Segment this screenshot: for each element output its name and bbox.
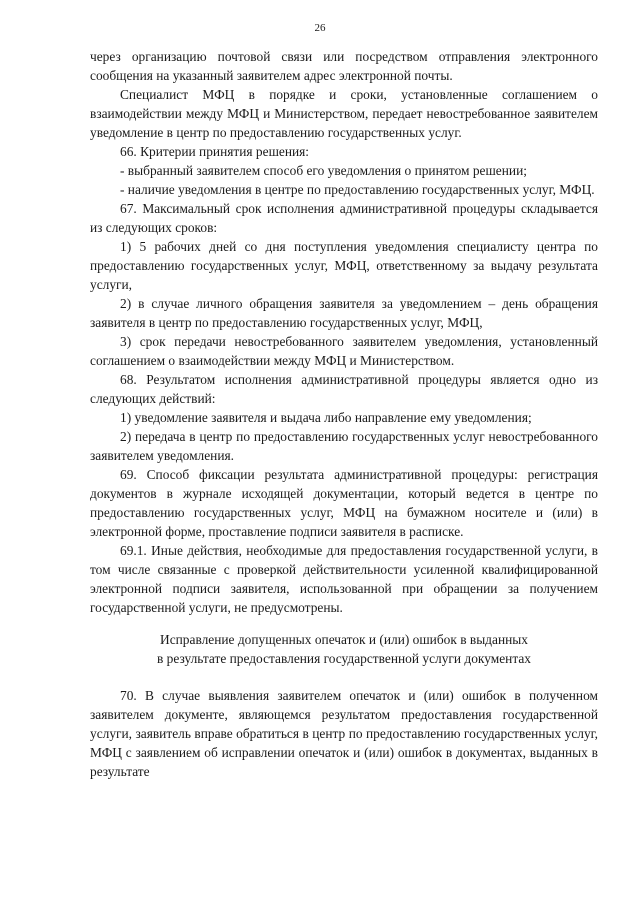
- list-item-term-3: 3) срок передачи невостребованного заявителем уведомления, установленный соглашением о взаимодействии между МФЦ и Министерством.: [90, 334, 598, 368]
- list-item-term-2: 2) в случае личного обращения заявителя за уведомлением – день обращения заявителя в центр по предоставлению государственных услуг, МФЦ,: [90, 296, 598, 330]
- paragraph-69-1-other-actions: 69.1. Иные действия, необходимые для предоставления государственной услуги, в том числе связанные с проверкой действительности усиленной квалифицированной электронной подписи заявителя, использованной при обращении за получением государственной услуги, не предусмотрены.: [90, 543, 598, 615]
- paragraph-mfc-specialist: Специалист МФЦ в порядке и сроки, установленные соглашением о взаимодействии между МФЦ и Министерством, передает невостребованное заявителем уведомление в центр по предоставлению государственных услуг.: [90, 87, 598, 140]
- list-item-term-1: 1) 5 рабочих дней со дня поступления уведомления специалисту центра по предоставлению государственных услуг, МФЦ, ответственному за выдачу результата услуги,: [90, 239, 598, 292]
- paragraph-70-corrections: 70. В случае выявления заявителем опечаток и (или) ошибок в полученном заявителем документе, являющемся результатом предоставления государственной услуги, заявитель вправе обратиться в центр по предоставлению государственных услуг, МФЦ с заявлением об исправлении опечаток и (или) ошибок в документах, выданных в результате: [90, 688, 598, 779]
- paragraph-69-fixation: 69. Способ фиксации результата административной процедуры: регистрация документов в журнале исходящей документации, который ведется в центре по предоставлению государственных услуг, МФЦ на бумажном носителе и (или) в электронной форме, проставление подписи заявителя в расписке.: [90, 467, 598, 539]
- list-item-notification-present: - наличие уведомления в центре по предоставлению государственных услуг, МФЦ.: [120, 182, 595, 197]
- section-heading-line-2: в результате предоставления государственной услуги документах: [157, 651, 531, 666]
- section-heading: [90, 630, 598, 668]
- paragraph-68-result: 68. Результатом исполнения административной процедуры является одно из следующих действий:: [90, 372, 598, 406]
- document-body: [90, 47, 598, 781]
- list-item-result-1: 1) уведомление заявителя и выдача либо направление ему уведомления;: [120, 410, 532, 425]
- paragraph-mail-delivery: через организацию почтовой связи или посредством отправления электронного сообщения на указанный заявителем адрес электронной почты.: [90, 49, 598, 83]
- paragraph-67-max-term: 67. Максимальный срок исполнения административной процедуры складывается из следующих сроков:: [90, 201, 598, 235]
- list-item-result-2: 2) передача в центр по предоставлению государственных услуг невостребованного заявителем уведомления.: [90, 429, 598, 463]
- paragraph-66-criteria: 66. Критерии принятия решения:: [120, 144, 310, 159]
- list-item-chosen-method: - выбранный заявителем способ его уведомления о принятом решении;: [120, 163, 527, 178]
- section-heading-line-1: Исправление допущенных опечаток и (или) ошибок в выданных: [160, 632, 528, 647]
- page-number: 26: [314, 22, 326, 34]
